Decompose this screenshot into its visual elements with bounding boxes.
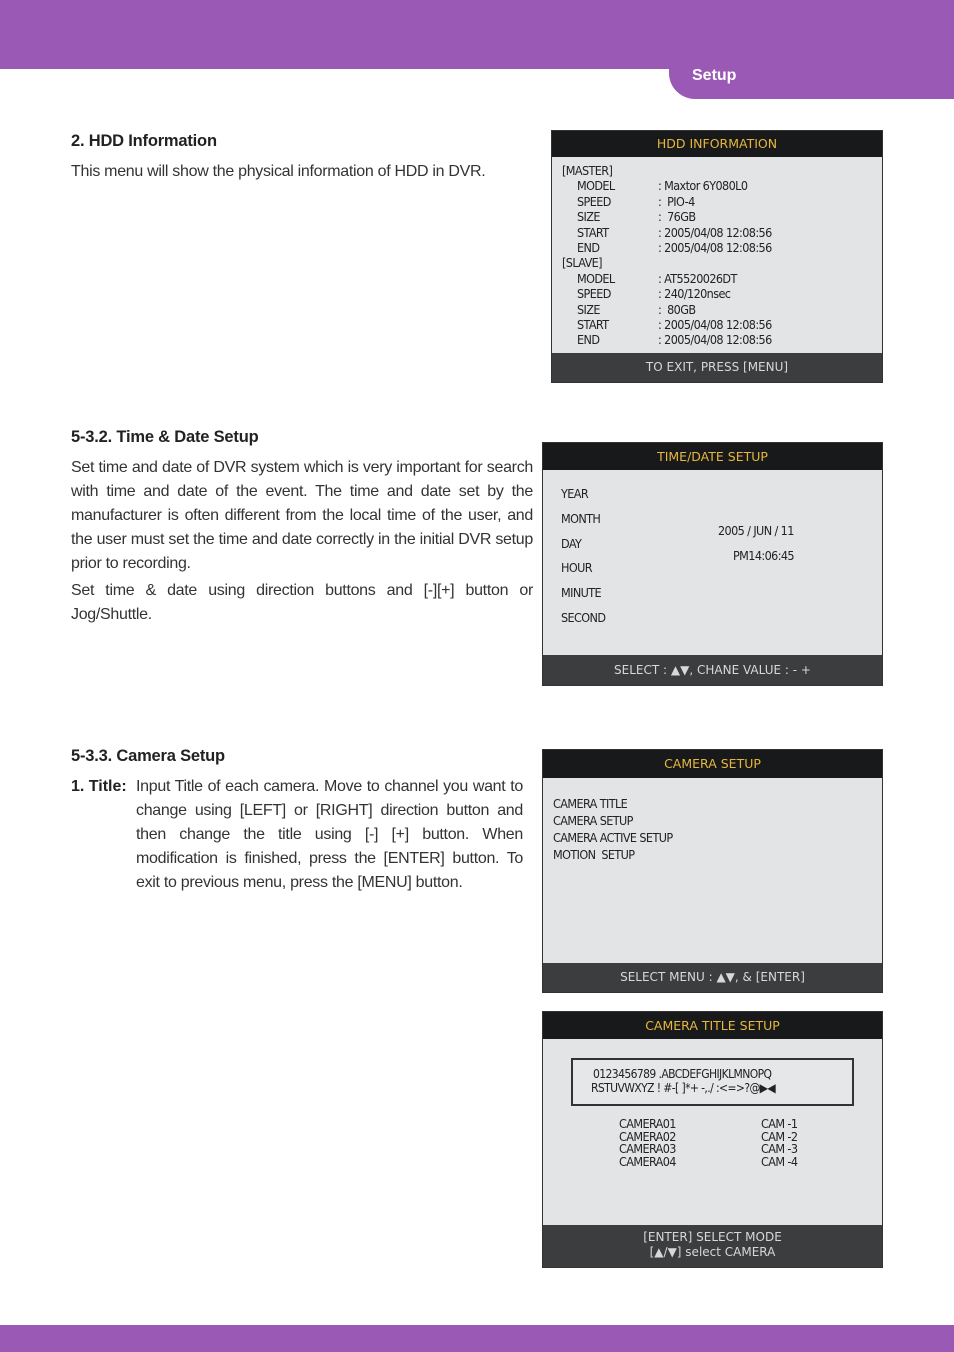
- section-tab-label: Setup: [692, 67, 737, 84]
- camera-setup-menu-item: CAMERA SETUP: [553, 813, 633, 828]
- timedate-label: MINUTE: [561, 585, 602, 601]
- hdd-row-value: : 2005/04/08 12:08:56: [658, 224, 772, 240]
- hdd-row-value: : Maxtor 6Y080L0: [658, 178, 748, 194]
- hdd-row-value: : 2005/04/08 12:08:56: [658, 240, 772, 255]
- hdd-screen-footer: TO EXIT, PRESS [MENU]: [552, 353, 882, 382]
- camera-setup-screen-footer: SELECT MENU : ▲▼, & [ENTER]: [543, 963, 882, 992]
- hdd-row-value: : 80GB: [658, 301, 696, 317]
- timedate-label: YEAR: [561, 486, 589, 501]
- camera-setup-menu-item: CAMERA ACTIVE SETUP: [553, 830, 673, 845]
- camera-setup-screen: [542, 749, 883, 993]
- camera-setup-menu-item: CAMERA TITLE: [553, 796, 628, 811]
- hdd-row-value: : AT5520026DT: [658, 270, 737, 286]
- hdd-row-label: SPEED: [577, 193, 611, 209]
- hdd-row-label: [SLAVE]: [562, 255, 602, 271]
- character-palette-line-2: RSTUVWXYZ ! #-[ ]*+ -,./ :<=>?@▶◀: [591, 1081, 776, 1095]
- camera-title-footer-line-2: [▲/▼] select CAMERA: [649, 1245, 776, 1259]
- camera-title-item-text: Input Title of each camera. Move to channel you want to change using [LEFT] or [RIGHT] direction button and then change the title using [-] [+] button. When modification is finished, press the [ENTER] button. To exit to previous menu, press the [MENU] button.: [136, 778, 523, 891]
- hdd-row-value: : 2005/04/08 12:08:56: [658, 332, 772, 348]
- section-tab: [669, 55, 954, 99]
- camera-title-screen-title: CAMERA TITLE SETUP: [543, 1012, 882, 1039]
- camera-setup-screen-title: CAMERA SETUP: [543, 750, 882, 778]
- hdd-row-value: : PIO-4: [658, 193, 695, 209]
- timedate-time-value: PM14:06:45: [733, 548, 794, 563]
- hdd-row-label: SIZE: [577, 301, 600, 317]
- camera-name: CAMERA04: [619, 1153, 676, 1169]
- timedate-heading: 5-3.2. Time & Date Setup: [71, 428, 259, 446]
- timedate-label: HOUR: [561, 560, 592, 576]
- timedate-date-value: 2005 / JUN / 11: [718, 523, 794, 538]
- hdd-screen-title: HDD INFORMATION: [552, 131, 882, 157]
- hdd-row-label: END: [577, 332, 600, 348]
- hdd-row-label: SIZE: [577, 209, 600, 225]
- timedate-paragraph-1: Set time and date of DVR system which is very important for search with time and date of the event. The time and date set by the manufacturer is often different from the local time of the user, and the user must set the time and date correctly in the initial DVR setup prior to recording.: [71, 459, 533, 572]
- camera-name: CAMERA03: [619, 1141, 676, 1156]
- camera-heading: 5-3.3. Camera Setup: [71, 747, 225, 765]
- hdd-row-label: MODEL: [577, 270, 615, 286]
- camera-title-item-label: 1. Title:: [71, 778, 127, 795]
- footer-bar: [0, 1325, 954, 1352]
- hdd-row-label: [MASTER]: [562, 163, 613, 178]
- camera-title-value: CAM -3: [761, 1141, 798, 1156]
- timedate-setup-screen: [542, 442, 883, 686]
- hdd-info-screen: [551, 130, 883, 383]
- camera-name: CAMERA01: [619, 1116, 676, 1131]
- timedate-label: DAY: [561, 535, 582, 551]
- camera-title-screen-footer: [543, 1225, 882, 1267]
- hdd-row-value: : 240/120nsec: [658, 286, 731, 302]
- camera-setup-menu-item: MOTION SETUP: [553, 847, 635, 862]
- hdd-row-label: END: [577, 240, 600, 255]
- hdd-description: This menu will show the physical information of HDD in DVR.: [71, 163, 486, 180]
- timedate-label: SECOND: [561, 610, 606, 625]
- camera-title-value: CAM -4: [761, 1153, 798, 1169]
- timedate-screen-title: TIME/DATE SETUP: [543, 443, 882, 470]
- timedate-paragraph-2: Set time & date using direction buttons and [-][+] button or Jog/Shuttle.: [71, 582, 533, 623]
- camera-title-value: CAM -1: [761, 1116, 798, 1131]
- camera-name: CAMERA02: [619, 1128, 676, 1144]
- hdd-row-label: START: [577, 317, 609, 332]
- character-palette-line-1: 0123456789 .ABCDEFGHIJKLMNOPQ: [593, 1067, 772, 1081]
- hdd-row-value: : 76GB: [658, 209, 696, 225]
- hdd-row-label: SPEED: [577, 286, 611, 302]
- hdd-row-value: : 2005/04/08 12:08:56: [658, 317, 772, 332]
- camera-title-setup-screen: [542, 1011, 883, 1268]
- hdd-row-label: MODEL: [577, 178, 615, 194]
- camera-title-value: CAM -2: [761, 1128, 798, 1144]
- timedate-screen-footer: SELECT : ▲▼, CHANE VALUE : - +: [543, 655, 882, 685]
- camera-title-footer-line-1: [ENTER] SELECT MODE: [643, 1230, 782, 1244]
- hdd-heading: 2. HDD Information: [71, 132, 217, 150]
- character-palette: [571, 1058, 854, 1106]
- hdd-row-label: START: [577, 224, 609, 240]
- timedate-label: MONTH: [561, 510, 601, 526]
